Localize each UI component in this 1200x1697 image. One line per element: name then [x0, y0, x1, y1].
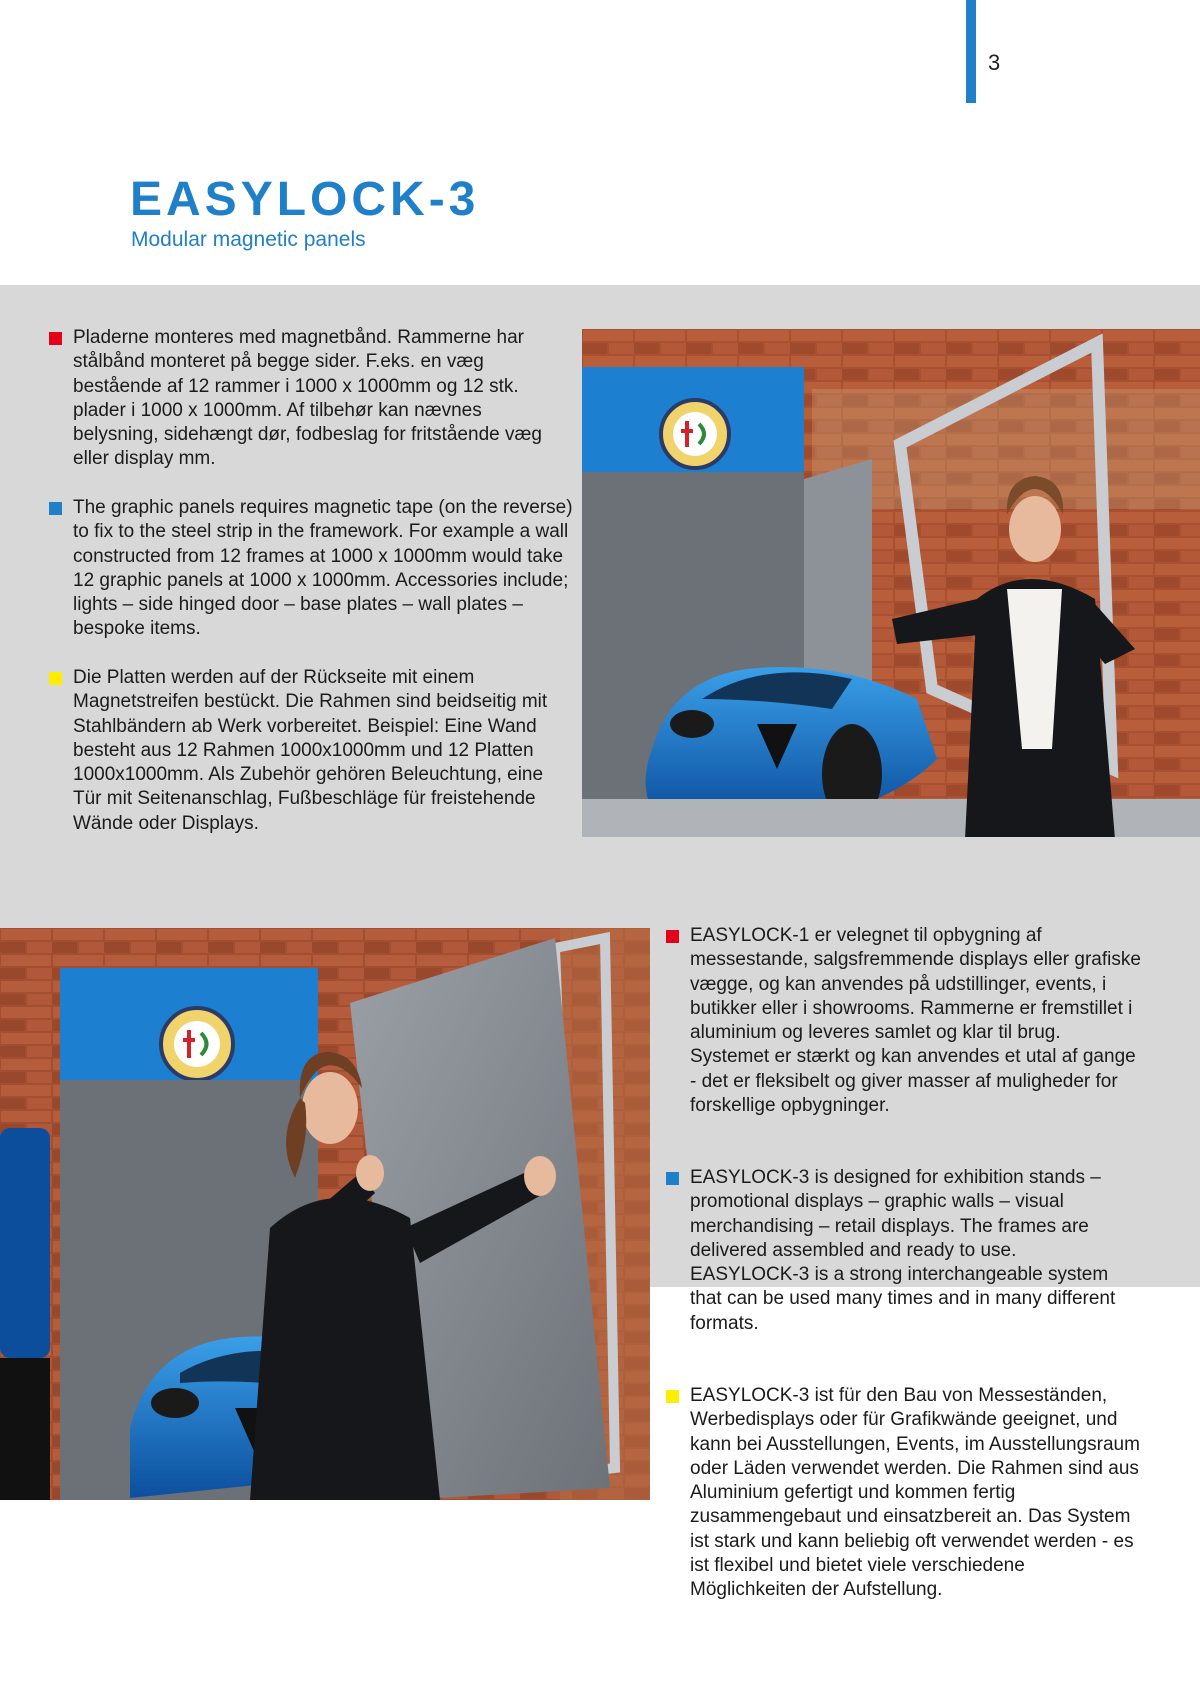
bullet-blue	[49, 502, 62, 515]
paragraph-english-top	[73, 496, 573, 642]
paragraph-danish-top	[73, 326, 563, 472]
paragraph-english-bottom	[690, 1166, 1130, 1336]
paragraph-text: EASYLOCK-3 ist für den Bau von Messeständen, Werbedisplays oder für Grafikwände geeignet, und kann bei Ausstellungen, Events, im Ausstellungsraum oder Läden verwendet werden. Die Rahmen sind aus Aluminium gefertigt und kommen fertig zusammengebaut und einsatzbereit an. Das System ist stark und kann beliebig oft verwendet werden - es ist flexibel und bietet viele verschiedene Möglichkeiten der Aufstellung.	[690, 1385, 1140, 1601]
bullet-yellow	[49, 672, 62, 685]
bullet-red	[666, 930, 679, 943]
bullet-yellow	[666, 1390, 679, 1403]
paragraph-german-top	[73, 666, 563, 836]
bullet-red	[49, 332, 62, 345]
page-number: 3	[988, 50, 1001, 75]
paragraph-german-bottom	[690, 1384, 1145, 1603]
paragraph-text: Die Platten werden auf der Rückseite mit einem Magnetstreifen bestückt. Die Rahmen sind beidseitig mit Stahlbändern ab Werk vorbereitet. Beispiel: Eine Wand besteht aus 12 Rahmen 1000x1000mm und 12 Platten 1000x1000mm. Als Zubehör gehören Beleuchtung, eine Tür mit Seitenanschlag, Fußbeschläge für freistehende Wände oder Displays.	[73, 667, 548, 834]
page-subtitle: Modular magnetic panels	[131, 228, 366, 251]
paragraph-text: Pladerne monteres med magnetbånd. Rammerne har stålbånd monteret på begge sider. F.eks. en væg bestående af 12 rammer i 1000 x 1000mm og 12 stk. plader i 1000 x 1000mm. Af tilbehør kan nævnes belysning, sidehængt dør, fodbeslag for fritstående væg eller display mm.	[73, 327, 542, 470]
paragraph-danish-bottom	[690, 924, 1145, 1118]
photo-woman-mounting-panel	[0, 928, 650, 1500]
paragraph-text: EASYLOCK-1 er velegnet til opbygning af messestande, salgsfremmende displays eller grafiske vægge, og kan anvendes på udstillinger, events, i butikker eller i showrooms. Rammerne er fremstillet i aluminium og leveres samlet og klar til brug. Systemet er stærkt og kan anvendes et utal af gange - det er fleksibelt og giver masser af muligheder for forskellige opbygninger.	[690, 925, 1141, 1117]
bullet-blue	[666, 1172, 679, 1185]
paragraph-text: The graphic panels requires magnetic tape (on the reverse) to fix to the steel strip in the framework. For example a wall constructed from 12 frames at 1000 x 1000mm would take 12 graphic panels at 1000 x 1000mm. Accessories include; lights – side hinged door – base plates – wall plates – bespoke items.	[73, 497, 573, 640]
page-title: EASYLOCK-3	[130, 173, 480, 226]
photo-woman-holding-frame	[582, 329, 1200, 837]
page-accent-bar	[966, 0, 976, 103]
paragraph-text: EASYLOCK-3 is designed for exhibition stands – promotional displays – graphic walls – visual merchandising – retail displays. The frames are delivered assembled and ready to use. EASYLOCK-3 is a strong interchangeable system that can be used many times and in many different formats.	[690, 1167, 1116, 1334]
